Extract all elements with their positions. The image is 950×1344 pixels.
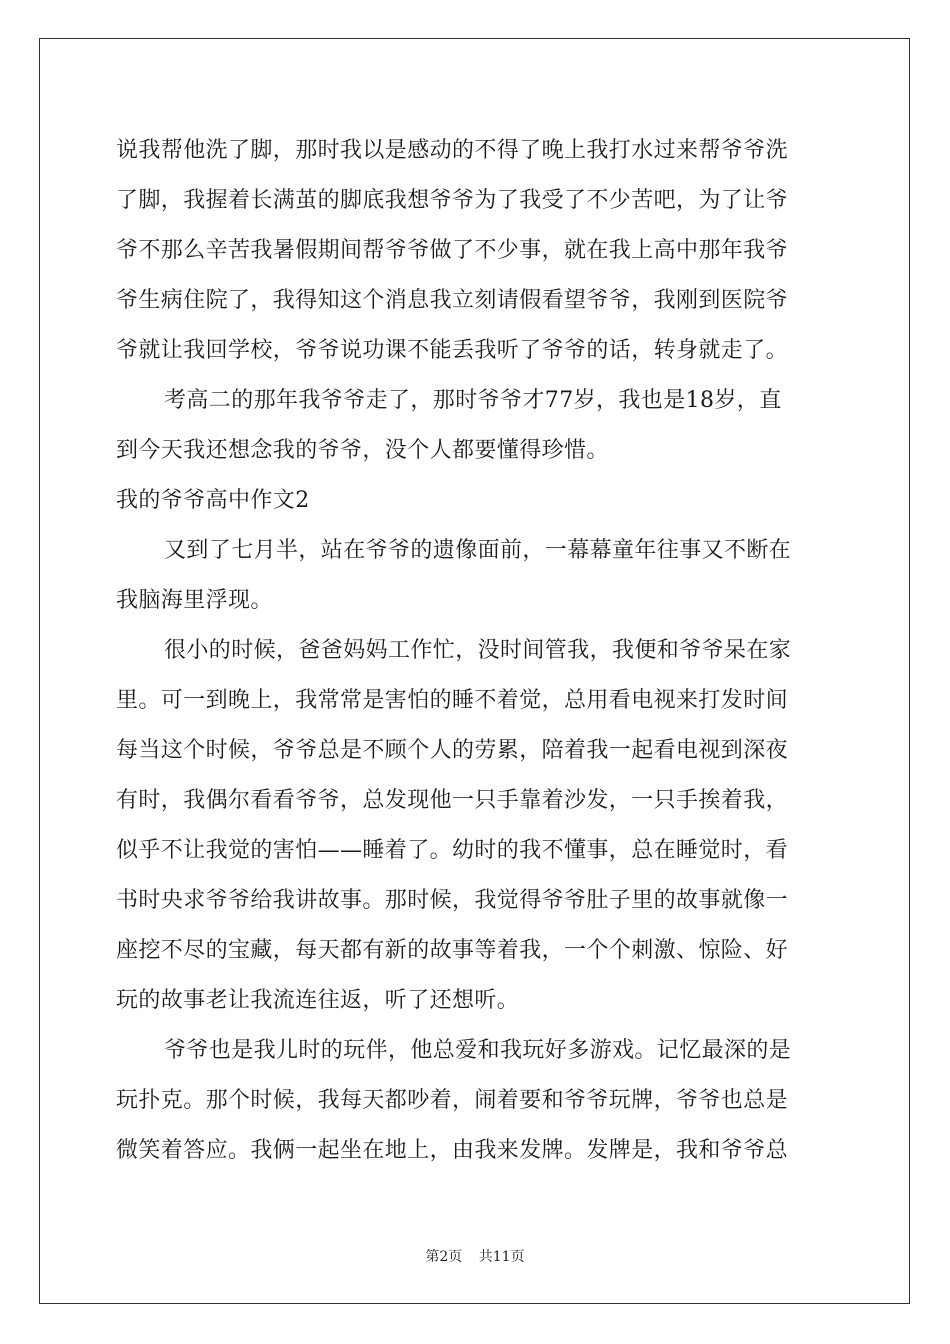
page-total: 共11页	[478, 1249, 525, 1265]
text-line: 玩扑克。那个时候，我每天都吵着，闹着要和爷爷玩牌，爷爷也总是	[116, 1088, 789, 1113]
text-line: 座挖不尽的宝藏，每天都有新的故事等着我，一个个刺激、惊险、好	[116, 938, 789, 963]
text-line: 我脑海里浮现。	[116, 588, 273, 613]
text-line: 说我帮他洗了脚，那时我以是感动的不得了晚上我打水过来帮爷爷洗	[116, 138, 789, 163]
page-number: 第2页	[425, 1249, 463, 1265]
document-body	[116, 126, 836, 1176]
text-line: 玩的故事老让我流连往返，听了还想听。	[116, 988, 520, 1013]
paragraph-start: 考高二的那年我爷爷走了，那时爷爷才77岁，我也是18岁，直	[164, 388, 782, 413]
text-line: 有时，我偶尔看看爷爷，总发现他一只手靠着沙发，一只手挨着我，	[116, 788, 789, 813]
paragraph-start: 很小的时候，爸爸妈妈工作忙，没时间管我，我便和爷爷呆在家	[164, 638, 792, 663]
text-line: 爷生病住院了，我得知这个消息我立刻请假看望爷爷，我刚到医院爷	[116, 288, 789, 313]
page-footer	[0, 1246, 950, 1266]
text-line: 爷就让我回学校，爷爷说功课不能丢我听了爷爷的话，转身就走了。	[116, 338, 789, 363]
text-line: 到今天我还想念我的爷爷，没个人都要懂得珍惜。	[116, 438, 609, 463]
section-heading: 我的爷爷高中作文2	[116, 488, 310, 513]
text-line: 里。可一到晚上，我常常是害怕的睡不着觉，总用看电视来打发时间	[116, 688, 789, 713]
text-line: 微笑着答应。我俩一起坐在地上，由我来发牌。发牌是，我和爷爷总	[116, 1138, 789, 1163]
text-line: 似乎不让我觉的害怕——睡着了。幼时的我不懂事，总在睡觉时，看	[116, 838, 789, 863]
text-line: 每当这个时候，爷爷总是不顾个人的劳累，陪着我一起看电视到深夜	[116, 738, 789, 763]
text-line: 了脚，我握着长满茧的脚底我想爷爷为了我受了不少苦吧，为了让爷	[116, 188, 789, 213]
text-line: 书时央求爷爷给我讲故事。那时候，我觉得爷爷肚子里的故事就像一	[116, 888, 789, 913]
text-line: 爷不那么辛苦我暑假期间帮爷爷做了不少事，就在我上高中那年我爷	[116, 238, 789, 263]
paragraph-start: 爷爷也是我儿时的玩伴，他总爱和我玩好多游戏。记忆最深的是	[164, 1038, 792, 1063]
paragraph-start: 又到了七月半，站在爷爷的遗像面前，一幕幕童年往事又不断在	[164, 538, 792, 563]
